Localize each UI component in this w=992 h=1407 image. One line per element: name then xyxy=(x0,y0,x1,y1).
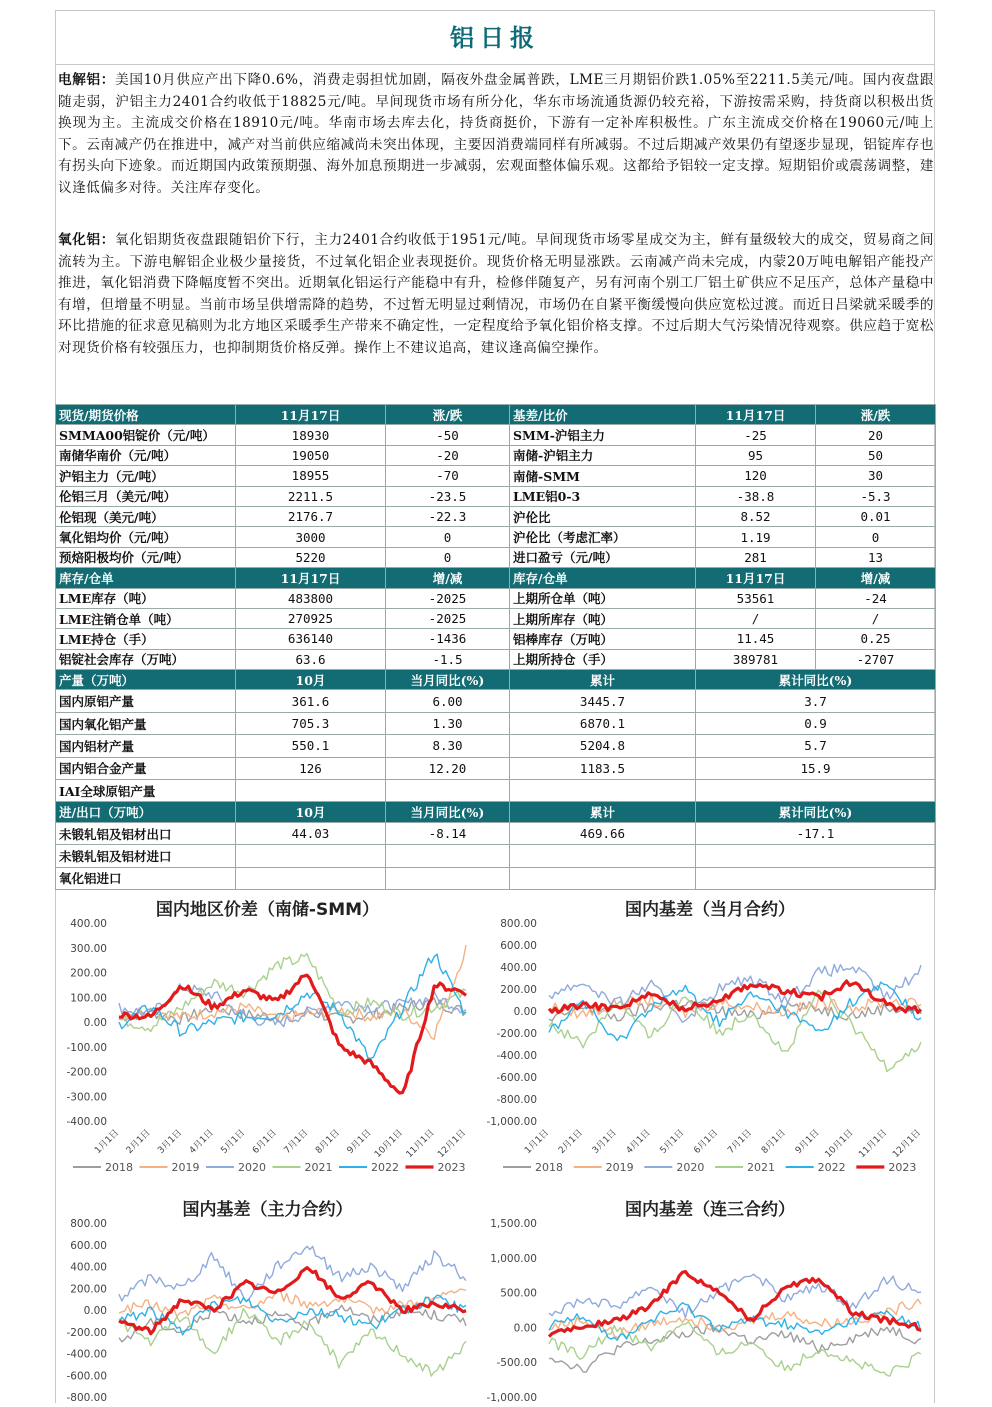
row-value: / xyxy=(696,608,816,628)
x-tick-label: 7月1日 xyxy=(726,1128,755,1156)
row-value: 120 xyxy=(696,466,816,486)
y-tick-label: -200.00 xyxy=(66,1066,107,1079)
row-value: 0.9 xyxy=(696,712,936,734)
row-value: 50 xyxy=(816,445,936,465)
row-value: 0.01 xyxy=(816,506,936,526)
row-value: 5204.8 xyxy=(510,735,696,757)
y-tick-label: -400.00 xyxy=(66,1116,107,1128)
chart-svg xyxy=(55,1193,480,1403)
chart-title: 国内基差（主力合约） xyxy=(182,1200,353,1220)
row-value: -2707 xyxy=(816,649,936,669)
paragraph-label: 氧化铝： xyxy=(58,232,115,248)
row-label: 上期所仓单（吨） xyxy=(510,588,696,608)
header-cell: 11月17日 xyxy=(236,568,386,588)
row-value: 20 xyxy=(816,425,936,445)
row-value xyxy=(386,867,510,889)
row-value: 95 xyxy=(696,445,816,465)
row-value: 3000 xyxy=(236,527,386,547)
row-value: 6.00 xyxy=(386,690,510,712)
row-label: 国内氧化铝产量 xyxy=(56,712,236,734)
row-value: -70 xyxy=(386,466,510,486)
row-value: 53561 xyxy=(696,588,816,608)
x-tick-label: 12月1日 xyxy=(891,1128,924,1161)
x-tick-label: 6月1日 xyxy=(692,1128,721,1156)
row-value: 1.19 xyxy=(696,527,816,547)
row-value xyxy=(236,867,386,889)
header-cell: 10月 xyxy=(236,670,386,690)
row-label: 沪铝主力（元/吨） xyxy=(56,466,236,486)
y-tick-label: 0.00 xyxy=(513,1006,537,1018)
series-line-2021 xyxy=(549,990,921,1071)
row-label: LME注销仓单（吨） xyxy=(56,608,236,628)
x-tick-label: 3月1日 xyxy=(590,1128,619,1156)
legend-label: 2021 xyxy=(747,1161,775,1174)
row-value: 705.3 xyxy=(236,712,386,734)
row-value: 469.66 xyxy=(510,822,696,844)
row-value: 550.1 xyxy=(236,735,386,757)
legend-label: 2022 xyxy=(817,1161,846,1174)
table-header-row xyxy=(56,568,936,588)
y-tick-label: 400.00 xyxy=(70,918,107,930)
row-value xyxy=(696,867,936,889)
row-value: 3.7 xyxy=(696,690,936,712)
legend-label: 2020 xyxy=(676,1161,705,1174)
table-row xyxy=(56,712,936,734)
series-line-2020 xyxy=(119,1246,466,1301)
legend-label: 2023 xyxy=(437,1161,466,1174)
row-value xyxy=(236,845,386,867)
row-value: 0 xyxy=(386,547,510,567)
header-cell: 涨/跌 xyxy=(816,405,936,425)
row-value xyxy=(696,845,936,867)
paragraph-text: 氧化铝期货夜盘跟随铝价下行，主力2401合约收低于1951元/吨。早间现货市场零星成交为主，鲜有量级较大的成交，贸易商之间流转为主。下游电解铝企业极少量接货，不过氧化铝企业表现挺价。现货价格无明显涨跌。云南减产尚未完成，内蒙20万吨电解铝产能投产推进，氧化铝消费下降幅度暂不突出。近期氧化铝运行产能稳中有升，检修伴随复产，另有河南个别工厂铝土矿供应不足压产，总体产量稳中有增，但增量不明显。当前市场呈供增需降的趋势，不过暂无明显过剩情况，市场仍在自紧平衡缓慢向供应宽松过渡。而近日吕梁就采暖季的环比措施的征求意见稿则为北方地区采暖季生产带来不确定性，一定程度给予氧化铝价格支撑。不过后期大气污染情况待观察。供应趋于宽松对现货价格有较强压力，也抑制期货价格反弹。操作上不建议追高，建议逢高偏空操作。 xyxy=(58,232,934,356)
row-value: -20 xyxy=(386,445,510,465)
x-tick-label: 11月1日 xyxy=(857,1128,890,1161)
header-cell: 累计同比(%) xyxy=(696,802,936,822)
row-label: 上期所库存（吨） xyxy=(510,608,696,628)
y-tick-label: -1,000.00 xyxy=(486,1392,537,1403)
x-tick-label: 5月1日 xyxy=(658,1128,687,1156)
x-tick-label: 10月1日 xyxy=(373,1128,406,1161)
row-value: -23.5 xyxy=(386,486,510,506)
x-tick-label: 5月1日 xyxy=(219,1128,248,1156)
table-row xyxy=(56,608,936,628)
table-row xyxy=(56,629,936,649)
legend-label: 2022 xyxy=(371,1161,399,1174)
row-value: -22.3 xyxy=(386,506,510,526)
row-value: / xyxy=(816,608,936,628)
y-tick-label: 800.00 xyxy=(500,918,537,930)
row-value: -1.5 xyxy=(386,649,510,669)
row-value: 18955 xyxy=(236,466,386,486)
row-value: -24 xyxy=(816,588,936,608)
row-label: SMMA00铝锭价（元/吨） xyxy=(56,425,236,445)
row-value xyxy=(386,780,510,802)
series-line-2020 xyxy=(549,965,921,1023)
row-value: 6870.1 xyxy=(510,712,696,734)
row-label: 国内原铝产量 xyxy=(56,690,236,712)
header-cell: 产量（万吨） xyxy=(56,670,236,690)
series-line-2020 xyxy=(549,1274,921,1318)
x-tick-label: 1月1日 xyxy=(93,1128,122,1156)
row-value: -8.14 xyxy=(386,822,510,844)
row-label: LME库存（吨） xyxy=(56,588,236,608)
header-cell: 11月17日 xyxy=(236,405,386,425)
row-label: 沪伦比（考虑汇率） xyxy=(510,527,696,547)
table-row xyxy=(56,486,936,506)
row-value xyxy=(510,780,696,802)
table-row xyxy=(56,547,936,567)
y-tick-label: -400.00 xyxy=(496,1050,537,1062)
table-row xyxy=(56,425,936,445)
y-tick-label: -200.00 xyxy=(496,1028,537,1040)
row-value: 2176.7 xyxy=(236,506,386,526)
y-tick-label: 100.00 xyxy=(70,992,107,1005)
header-cell: 库存/仓单 xyxy=(510,568,696,588)
series-line-2023 xyxy=(549,1272,921,1337)
row-value: 281 xyxy=(696,547,816,567)
row-value xyxy=(696,780,936,802)
legend-label: 2019 xyxy=(171,1161,200,1174)
header-cell: 当月同比(%) xyxy=(386,670,510,690)
y-tick-label: -600.00 xyxy=(66,1370,107,1383)
x-tick-label: 7月1日 xyxy=(282,1128,311,1156)
y-tick-label: -400.00 xyxy=(66,1348,107,1361)
y-tick-label: -300.00 xyxy=(66,1091,107,1104)
header-cell: 11月17日 xyxy=(696,405,816,425)
table-row xyxy=(56,845,936,867)
row-value: 2211.5 xyxy=(236,486,386,506)
table-row xyxy=(56,822,936,844)
row-label: 南储-沪铝主力 xyxy=(510,445,696,465)
table-header-row xyxy=(56,670,936,690)
row-label: 氧化铝进口 xyxy=(56,867,236,889)
row-value: -25 xyxy=(696,425,816,445)
chart-svg xyxy=(485,1193,935,1403)
y-tick-label: 0.00 xyxy=(513,1322,537,1335)
table-row xyxy=(56,735,936,757)
x-tick-label: 4月1日 xyxy=(187,1128,216,1156)
row-label: LME铝0-3 xyxy=(510,486,696,506)
y-tick-label: 400.00 xyxy=(500,962,537,974)
row-value: 389781 xyxy=(696,649,816,669)
row-value xyxy=(236,780,386,802)
row-value: -2025 xyxy=(386,588,510,608)
y-tick-label: 500.00 xyxy=(500,1287,537,1300)
row-label: 未锻轧铝及铝材出口 xyxy=(56,822,236,844)
row-value: 44.03 xyxy=(236,822,386,844)
legend-label: 2018 xyxy=(535,1161,563,1174)
header-cell: 累计 xyxy=(510,670,696,690)
y-tick-label: -200.00 xyxy=(66,1326,107,1339)
table-row xyxy=(56,506,936,526)
row-label: IAI全球原铝产量 xyxy=(56,780,236,802)
y-tick-label: 300.00 xyxy=(70,942,107,955)
chart-basis-third-month xyxy=(485,1193,935,1403)
table-row xyxy=(56,780,936,802)
chart-title: 国内地区价差（南储-SMM） xyxy=(155,900,380,920)
header-cell: 进/出口（万吨） xyxy=(56,802,236,822)
page-title: 铝日报 xyxy=(450,23,540,52)
row-value: 8.30 xyxy=(386,735,510,757)
x-tick-label: 2月1日 xyxy=(124,1128,153,1156)
row-label: 预焙阳极均价（元/吨） xyxy=(56,547,236,567)
row-value: -5.3 xyxy=(816,486,936,506)
header-cell: 11月17日 xyxy=(696,568,816,588)
chart-title: 国内基差（当月合约） xyxy=(625,900,795,920)
header-cell: 增/减 xyxy=(816,568,936,588)
row-value: -2025 xyxy=(386,608,510,628)
y-tick-label: 0.00 xyxy=(83,1017,107,1029)
y-tick-label: -1,000.00 xyxy=(486,1116,537,1128)
row-value xyxy=(510,845,696,867)
row-value: 63.6 xyxy=(236,649,386,669)
x-tick-label: 8月1日 xyxy=(314,1128,342,1156)
x-tick-label: 8月1日 xyxy=(759,1128,788,1156)
row-label: 国内铝材产量 xyxy=(56,735,236,757)
y-tick-label: -500.00 xyxy=(496,1357,537,1370)
table-header-row xyxy=(56,802,936,822)
chart-basis-current-month xyxy=(485,893,935,1183)
row-label: LME持仓（手） xyxy=(56,629,236,649)
header-cell: 库存/仓单 xyxy=(56,568,236,588)
row-label: 未锻轧铝及铝材进口 xyxy=(56,845,236,867)
row-label: 进口盈亏（元/吨） xyxy=(510,547,696,567)
row-value: 30 xyxy=(816,466,936,486)
chart-svg xyxy=(485,893,935,1183)
y-tick-label: -100.00 xyxy=(66,1041,107,1054)
paragraph-electrolytic-aluminum xyxy=(58,70,934,199)
row-value: -38.8 xyxy=(696,486,816,506)
row-value: 0.25 xyxy=(816,629,936,649)
row-label: SMM-沪铝主力 xyxy=(510,425,696,445)
legend-label: 2018 xyxy=(105,1161,133,1174)
header-cell: 基差/比价 xyxy=(510,405,696,425)
row-value: -1436 xyxy=(386,629,510,649)
row-value: 19050 xyxy=(236,445,386,465)
table-row xyxy=(56,757,936,779)
row-value: 5220 xyxy=(236,547,386,567)
row-label: 伦铝现（美元/吨） xyxy=(56,506,236,526)
row-value: 483800 xyxy=(236,588,386,608)
chart-title: 国内基差（连三合约） xyxy=(625,1200,795,1220)
chart-basis-main-contract xyxy=(55,1193,480,1403)
paragraph-text: 美国10月供应产出下降0.6%，消费走弱担忧加剧，隔夜外盘金属普跌，LME三月期铝价跌1.05%至2211.5美元/吨。国内夜盘跟随走弱，沪铝主力2401合约收低于18825元/吨。早间现货市场有所分化，华东市场流通货源仍较充裕，下游按需采购，持货商以积极出货换现为主。主流成交价格在18910元/吨。华南市场去库去化，持货商挺价，下游有一定补库积极性。广东主流成交价格在19060元/吨上下。云南减产仍在推进中，减产对当前供应缩减尚未突出体现，主要因消费端同样有所减弱。不过后期减产效果仍有望逐步显现，铝锭库存也有拐头向下迹象。而近期国内政策预期强、海外加息预期进一步减弱，宏观面整体偏乐观。这都给予铝较一定支撑。短期铝价或震荡调整，建议逢低偏多对待。关注库存变化。 xyxy=(58,72,935,196)
x-tick-label: 10月1日 xyxy=(823,1128,856,1161)
y-tick-label: 1,000.00 xyxy=(490,1252,537,1265)
row-label: 氧化铝均价（元/吨） xyxy=(56,527,236,547)
legend-label: 2019 xyxy=(605,1161,634,1174)
x-tick-label: 4月1日 xyxy=(624,1128,653,1156)
title-divider xyxy=(55,64,935,65)
row-value: 13 xyxy=(816,547,936,567)
y-tick-label: 0.00 xyxy=(83,1305,107,1317)
row-value: 11.45 xyxy=(696,629,816,649)
row-label: 国内铝合金产量 xyxy=(56,757,236,779)
y-tick-label: 400.00 xyxy=(70,1261,107,1274)
y-tick-label: -800.00 xyxy=(496,1094,537,1106)
row-label: 沪伦比 xyxy=(510,506,696,526)
header-cell: 10月 xyxy=(236,802,386,822)
legend-label: 2021 xyxy=(304,1161,333,1174)
row-value: 3445.7 xyxy=(510,690,696,712)
table-row xyxy=(56,649,936,669)
paragraph-label: 电解铝： xyxy=(58,72,116,88)
row-value: -17.1 xyxy=(696,822,936,844)
table-row xyxy=(56,867,936,889)
row-value: 126 xyxy=(236,757,386,779)
header-cell: 增/减 xyxy=(386,568,510,588)
legend-label: 2023 xyxy=(888,1161,917,1174)
table-row xyxy=(56,690,936,712)
y-tick-label: 200.00 xyxy=(70,967,107,980)
y-tick-label: -800.00 xyxy=(66,1392,107,1403)
row-value: 1.30 xyxy=(386,712,510,734)
chart-regional-spread xyxy=(55,893,480,1183)
row-value: -50 xyxy=(386,425,510,445)
legend-label: 2020 xyxy=(238,1161,266,1174)
header-cell: 累计同比(%) xyxy=(696,670,936,690)
series-line-2023 xyxy=(119,975,466,1093)
x-tick-label: 12月1日 xyxy=(436,1128,469,1161)
row-value: 270925 xyxy=(236,608,386,628)
y-tick-label: 1,500.00 xyxy=(490,1218,537,1230)
x-tick-label: 11月1日 xyxy=(404,1128,437,1161)
y-tick-label: 200.00 xyxy=(70,1283,107,1296)
y-tick-label: 800.00 xyxy=(70,1218,107,1230)
x-tick-label: 1月1日 xyxy=(523,1128,552,1156)
row-label: 伦铝三月（美元/吨） xyxy=(56,486,236,506)
y-tick-label: 200.00 xyxy=(500,984,537,996)
x-tick-label: 3月1日 xyxy=(156,1128,185,1156)
row-label: 上期所持仓（手） xyxy=(510,649,696,669)
row-value: 636140 xyxy=(236,629,386,649)
header-cell: 累计 xyxy=(510,802,696,822)
x-tick-label: 6月1日 xyxy=(250,1128,279,1156)
row-label: 南储华南价（元/吨） xyxy=(56,445,236,465)
row-value xyxy=(510,867,696,889)
row-value: 5.7 xyxy=(696,735,936,757)
row-value: 12.20 xyxy=(386,757,510,779)
table-header-row xyxy=(56,405,936,425)
chart-svg xyxy=(55,893,480,1183)
row-label: 南储-SMM xyxy=(510,466,696,486)
table-row xyxy=(56,445,936,465)
row-value: 8.52 xyxy=(696,506,816,526)
x-tick-label: 9月1日 xyxy=(345,1128,374,1156)
x-tick-label: 9月1日 xyxy=(793,1128,822,1156)
row-value xyxy=(386,845,510,867)
y-tick-label: 600.00 xyxy=(500,940,537,952)
row-value: 15.9 xyxy=(696,757,936,779)
table-row xyxy=(56,588,936,608)
x-tick-label: 2月1日 xyxy=(557,1128,585,1156)
row-value: 361.6 xyxy=(236,690,386,712)
row-label: 铝棒库存（万吨） xyxy=(510,629,696,649)
header-cell: 当月同比(%) xyxy=(386,802,510,822)
y-tick-label: -600.00 xyxy=(496,1072,537,1084)
table-row xyxy=(56,466,936,486)
y-tick-label: 600.00 xyxy=(70,1239,107,1252)
row-value: 1183.5 xyxy=(510,757,696,779)
table-row xyxy=(56,527,936,547)
market-data-table xyxy=(55,404,936,890)
row-label: 铝锭社会库存（万吨） xyxy=(56,649,236,669)
header-cell: 涨/跌 xyxy=(386,405,510,425)
header-cell: 现货/期货价格 xyxy=(56,405,236,425)
row-value: 0 xyxy=(386,527,510,547)
paragraph-alumina xyxy=(58,230,934,359)
row-value: 0 xyxy=(816,527,936,547)
row-value: 18930 xyxy=(236,425,386,445)
